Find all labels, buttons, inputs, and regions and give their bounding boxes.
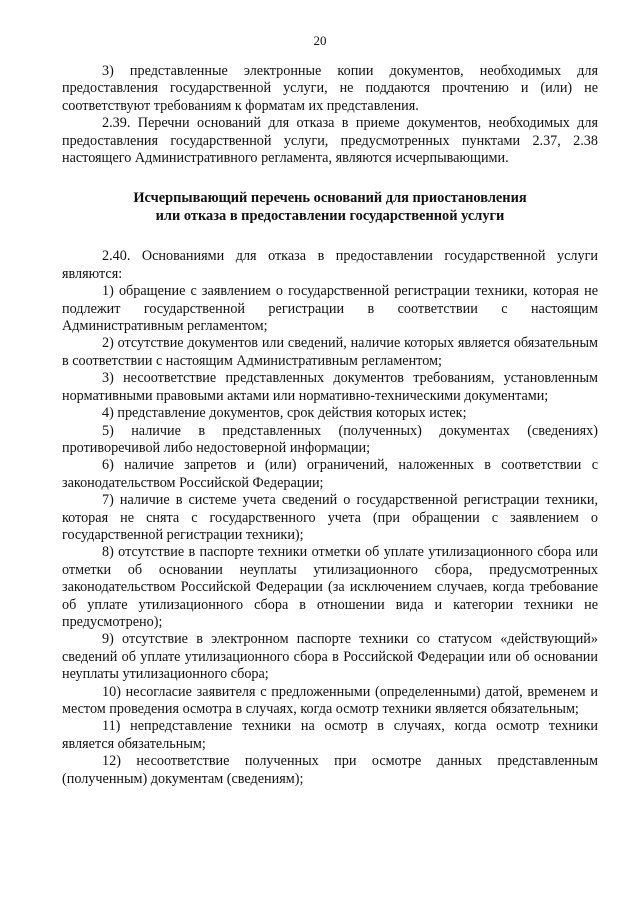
list-item-10: 10) несогласие заявителя с предложенными (определенными) датой, временем и местом проведения осмотра в случаях, когда осмотр техники является обязательным; bbox=[62, 683, 598, 717]
paragraph-2-40: 2.40. Основаниями для отказа в предоставлении государственной услуги являются: bbox=[62, 248, 598, 282]
list-item-7: 7) наличие в системе учета сведений о государственной регистрации техники, которая не снята с государственного учета (при обращении с заявлением о государственной регистрации техники); bbox=[62, 492, 598, 543]
document-body bbox=[62, 63, 598, 788]
list-item-3: 3) несоответствие представленных документов требованиям, установленным нормативными правовыми актами или нормативно-техническими документами; bbox=[62, 370, 598, 404]
list-item-11: 11) непредставление техники на осмотр в случаях, когда осмотр техники является обязательным; bbox=[62, 718, 598, 752]
list-item-2: 2) отсутствие документов или сведений, наличие которых является обязательным в соответствии с настоящим Административным регламентом; bbox=[62, 335, 598, 369]
section-heading-line-1: Исчерпывающий перечень оснований для приостановления bbox=[133, 190, 527, 207]
paragraph-item-3: 3) представленные электронные копии документов, необходимых для предоставления государственной услуги, не поддаются прочтению и (или) не соответствуют требованиям к форматам их представления. bbox=[62, 63, 598, 114]
paragraph-2-39: 2.39. Перечни оснований для отказа в приеме документов, необходимых для предоставления государственной услуги, предусмотренных пунктами 2.37, 2.38 настоящего Административного регламента, являются исчерпывающими. bbox=[62, 115, 598, 167]
list-item-9: 9) отсутствие в электронном паспорте техники со статусом «действующий» сведений об уплате утилизационного сбора в Российской Федерации или об основании неуплаты утилизационного сбора; bbox=[62, 631, 598, 683]
list-item-6: 6) наличие запретов и (или) ограничений, наложенных в соответствии с законодательством Российской Федерации; bbox=[62, 457, 598, 491]
list-item-1: 1) обращение с заявлением о государственной регистрации техники, которая не подлежит государственной регистрации в соответствии с настоящим Административным регламентом; bbox=[62, 283, 598, 335]
list-item-5: 5) наличие в представленных (полученных) документах (сведениях) противоречивой либо недостоверной информации; bbox=[62, 422, 598, 456]
page-number: 20 bbox=[313, 33, 327, 48]
list-item-4: 4) представление документов, срок действия которых истек; bbox=[102, 405, 467, 422]
section-heading bbox=[62, 189, 598, 225]
section-heading-line-2: или отказа в предоставлении государственной услуги bbox=[155, 208, 505, 225]
list-item-8: 8) отсутствие в паспорте техники отметки об уплате утилизационного сбора или отметки об основании неуплаты утилизационного сбора, предусмотренных законодательством Российской Федерации (за исключением случаев, когда требование об уплате утилизационного сбора в отношении вида и категории техники не предусмотрено); bbox=[62, 544, 598, 630]
list-item-12: 12) несоответствие полученных при осмотре данных представленным (полученным) документам (сведениям); bbox=[62, 753, 598, 787]
